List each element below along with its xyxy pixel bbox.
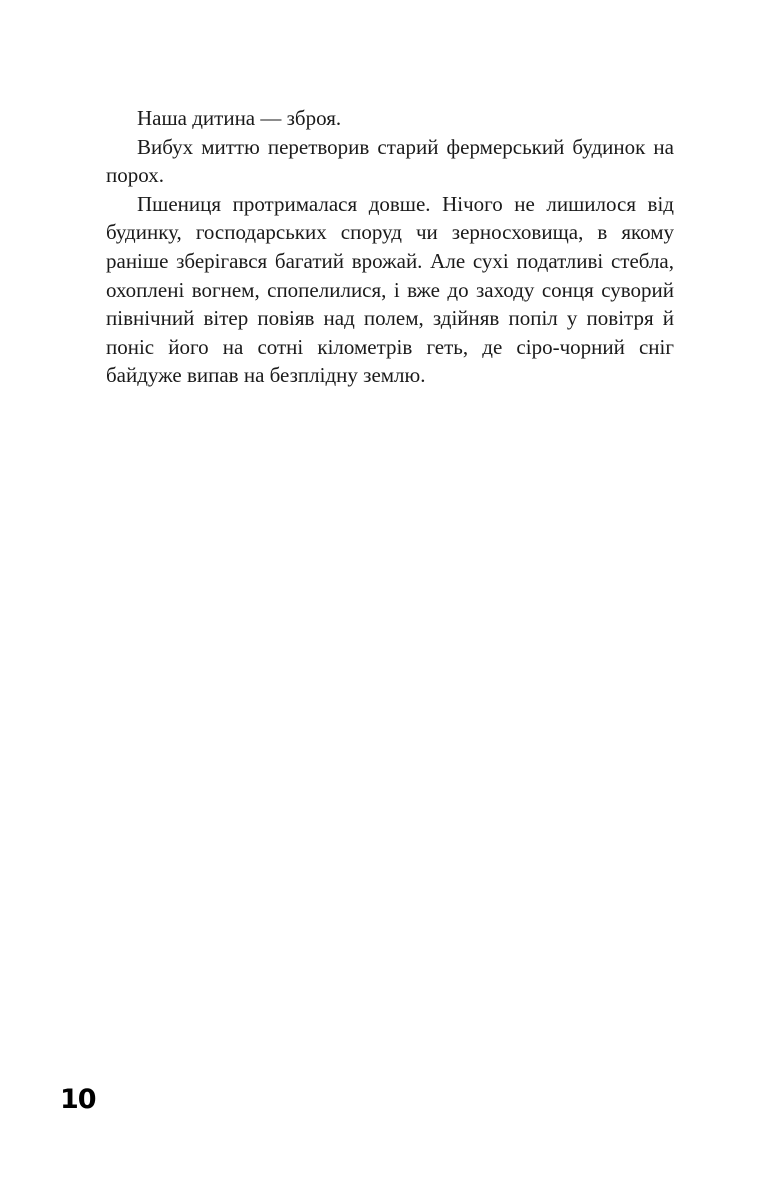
body-text bbox=[106, 104, 674, 390]
paragraph-2: Вибух миттю перетворив старий фермерський будинок на порох. bbox=[106, 134, 674, 188]
paragraph-3: Пшениця протрималася довше. Нічого не лишилося від будинку, господарських споруд чи зерносховища, в якому раніше зберігався багатий врожай. Але сухі податливі стебла, охоплені вогнем, спопелилися, і вже до заходу сонця суворий північний вітер повіяв над полем, здійняв попіл у повітря й поніс його на сотні кілометрів геть, де сіро-чорний сніг байдуже випав на безплідну землю. bbox=[106, 191, 674, 388]
paragraph-1: Наша дитина — зброя. bbox=[137, 106, 342, 130]
page-number: 10 bbox=[60, 1084, 96, 1115]
